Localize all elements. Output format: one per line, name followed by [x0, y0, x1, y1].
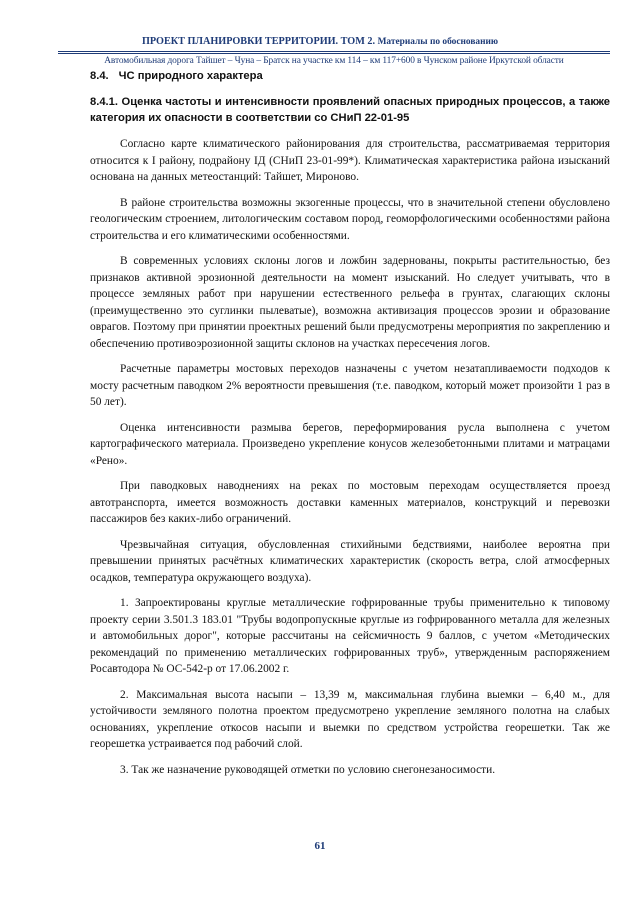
section-heading: [90, 68, 610, 84]
list-paragraph: 3. Так же назначение руководящей отметки по условию снегонезаносимости.: [120, 763, 496, 776]
paragraph: Согласно карте климатического районирования для строительства, рассматриваемая территория относится к I району, подрайону IД (СНиП 23-01-99*). Климатическая характеристика района изысканий основана на данных метеостанций: Тайшет, Мироново.: [90, 138, 610, 183]
running-header-title: [0, 36, 640, 47]
header-title-main: ПРОЕКТ ПЛАНИРОВКИ ТЕРРИТОРИИ. ТОМ 2.: [141, 36, 376, 47]
running-header-subtitle: Автомобильная дорога Тайшет – Чуна – Братск на участке км 114 – км 117+600 в Чунском районе Иркутской области: [104, 56, 564, 66]
page-number: 61: [314, 840, 326, 852]
list-paragraph: 2. Максимальная высота насыпи – 13,39 м, максимальная глубина выемки – 6,40 м., для устойчивости земляного полотна проектом предусмотрено укрепление земляного полотна на слабых основаниях, укрепление откосов насыпи и выемки по средством устройства георешетки. Так же георешетка устраивается под рабочий слой.: [90, 688, 610, 750]
page-content: [90, 68, 610, 787]
header-title-sub: Материалы по обоснованию: [377, 37, 499, 47]
section-title: ЧС природного характера: [118, 70, 263, 82]
header-rule-bottom: [58, 53, 610, 54]
section-number: 8.4.: [90, 70, 109, 82]
paragraph: Чрезвычайная ситуация, обусловленная стихийными бедствиями, наиболее вероятна при превышении принятых расчётных климатических характеристик (скорость ветра, слой атмосферных осадков, температура окружающего воздуха).: [90, 538, 610, 584]
header-rule-top: [58, 51, 610, 52]
paragraph: При паводковых наводнениях на реках по мостовым переходам осуществляется проезд автотранспорта, имеется возможность доставки каменных материалов, конструкций и перевозки пассажиров без каких-либо ограничений.: [90, 480, 610, 525]
paragraph: В современных условиях склоны логов и ложбин задернованы, покрыты растительностью, без признаков активной эрозионной деятельности на момент изысканий. Но следует учитывать, что в процессе земляных работ при нарушении естественного рельефа в грунтах, слагающих склоны (преимущественно это суглинки пылеватые), возможна активизация процессов эрозии и образование оврагов. Поэтому при принятии проектных решений были предусмотрены мероприятия по закреплению и обеспечению противоэрозионной защиты склонов на участках пересечения логов.: [90, 255, 610, 350]
paragraph: В районе строительства возможны экзогенные процессы, что в значительной степени обусловлено геологическим строением, литологическим составом пород, геоморфологическими особенностями района строительства и его климатическими особенностями.: [90, 196, 610, 242]
paragraph: Расчетные параметры мостовых переходов назначены с учетом незатапливаемости подходов к мосту расчетным паводком 2% вероятности превышения (т.е. паводком, который может произойти 1 раз в 50 лет).: [90, 363, 610, 408]
paragraph: Оценка интенсивности размыва берегов, переформирования русла выполнена с учетом картографического материала. Произведено укрепление конусов железобетонными плитами и матрацами «Рено».: [90, 421, 610, 467]
list-paragraph: 1. Запроектированы круглые металлические гофрированные трубы применительно к типовому проекту серии 3.501.3 183.01 "Трубы водопропускные круглые из гофрированного металла для железных и автомобильных дорог", которые рассчитаны на сейсмичность 9 баллов, с учетом «Методических рекомендаций по применению металлических гофрированных труб», утвержденным распоряжением Росавтодора № ОС-542-р от 17.06.2002 г.: [90, 597, 610, 675]
subsection-heading: 8.4.1. Оценка частоты и интенсивности проявлений опасных природных процессов, а также категория их опасности в соответствии со СНиП 22-01-95: [90, 96, 610, 124]
